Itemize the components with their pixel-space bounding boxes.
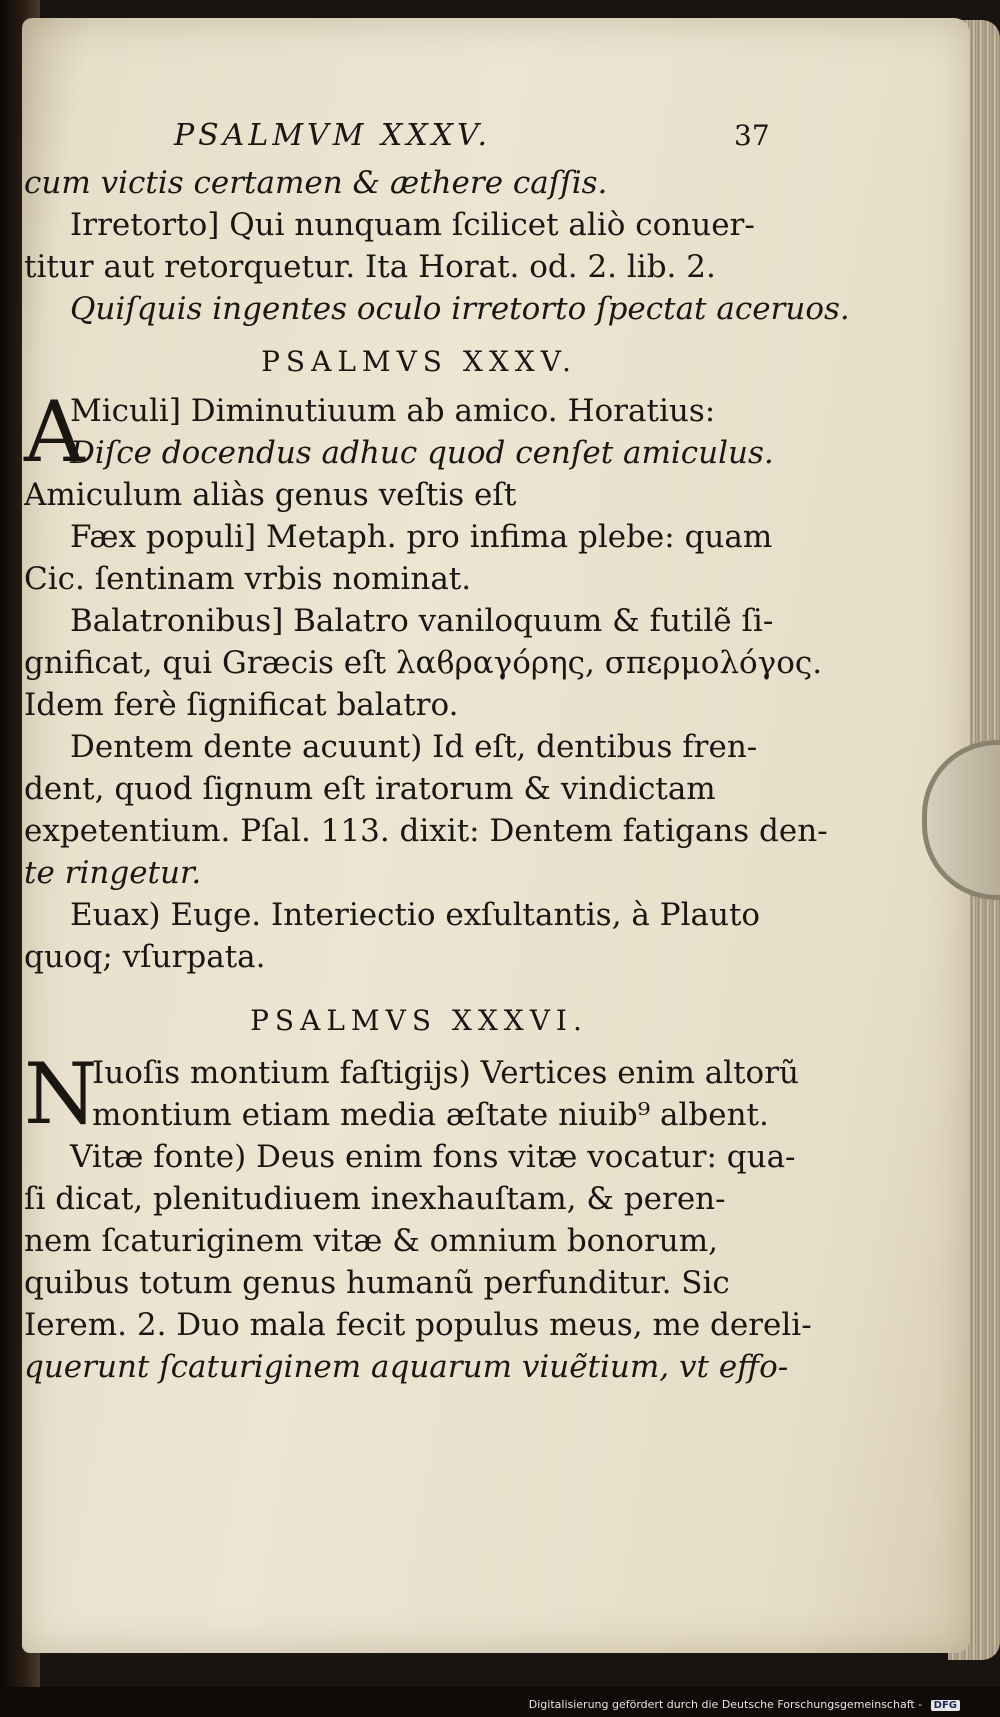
text-line: expetentium. Pſal. 113. dixit: Dentem fatigans den-: [24, 813, 828, 849]
page-text: [24, 110, 850, 1388]
credit-text: Digitalisierung gefördert durch die Deutsche Forschungsgemeinschaft -: [528, 1698, 923, 1711]
text-line: nem ſcaturiginem vitæ & omnium bonorum,: [24, 1223, 719, 1259]
text-line-content: Miculi] Diminutiuum ab amico. Horatius:: [70, 393, 716, 429]
drop-cap: N: [24, 1045, 98, 1143]
section-title: PSALMVS XXXV.: [261, 345, 577, 378]
text-line: Quiſquis ingentes oculo irretorto ſpectat aceruos.: [70, 291, 850, 327]
running-header: [24, 110, 814, 162]
text-line: Vitæ fonte) Deus enim fons vitæ vocatur: qua-: [70, 1139, 796, 1175]
text-line: Cic. ſentinam vrbis nominat.: [24, 561, 472, 597]
text-line: ſi dicat, plenitudiuem inexhauſtam, & peren-: [24, 1181, 726, 1217]
text-line: querunt ſcaturiginem aquarum viuẽtium, vt effo-: [24, 1349, 789, 1385]
text-line: te ringetur.: [24, 855, 202, 891]
text-line: Euax) Euge. Interiectio exſultantis, à Plauto: [70, 897, 761, 933]
text-line: quoq; vſurpata.: [24, 939, 266, 975]
text-line: quibus totum genus humanũ perfunditur. Sic: [24, 1265, 730, 1301]
section-title: PSALMVS XXXVI.: [250, 1004, 588, 1037]
dfg-logo: DFG: [931, 1700, 960, 1711]
text-line: Amiculum aliàs genus veſtis eſt: [24, 477, 517, 513]
text-line: dent, quod ſignum eſt iratorum & vindictam: [24, 771, 716, 807]
text-line: Balatronibus] Balatro vaniloquum & futilẽ ſi-: [70, 603, 774, 639]
text-line: montium etiam media æſtate niuib⁹ albent.: [92, 1097, 769, 1133]
text-line: Fæx populi] Metaph. pro infima plebe: quam: [70, 519, 773, 555]
text-line-content: Iuoſis montium faſtigijs) Vertices enim altorũ: [92, 1055, 799, 1091]
drop-cap: A: [24, 383, 85, 481]
text-line: Idem ferè ſignificat balatro.: [24, 687, 459, 723]
text-line: cum victis certamen & æthere caſſis.: [24, 165, 608, 201]
running-title: PSALMVM XXXV.: [174, 118, 491, 153]
text-line: Ierem. 2. Duo mala fecit populus meus, me dereli-: [24, 1307, 812, 1343]
text-line: Irretorto] Qui nunquam ſcilicet aliò conuer-: [70, 207, 755, 243]
text-line: Dentem dente acuunt) Id eſt, dentibus fren-: [70, 729, 758, 765]
text-line: gnificat, qui Græcis eſt λαϐραγόρης, σπερμολόγος.: [24, 645, 823, 681]
text-line: Diſce docendus adhuc quod cenſet amiculus.: [70, 435, 774, 471]
digitization-credit: [529, 1698, 960, 1711]
page-number: 37: [734, 119, 770, 152]
text-line: titur aut retorquetur. Ita Horat. od. 2. lib. 2.: [24, 249, 716, 285]
